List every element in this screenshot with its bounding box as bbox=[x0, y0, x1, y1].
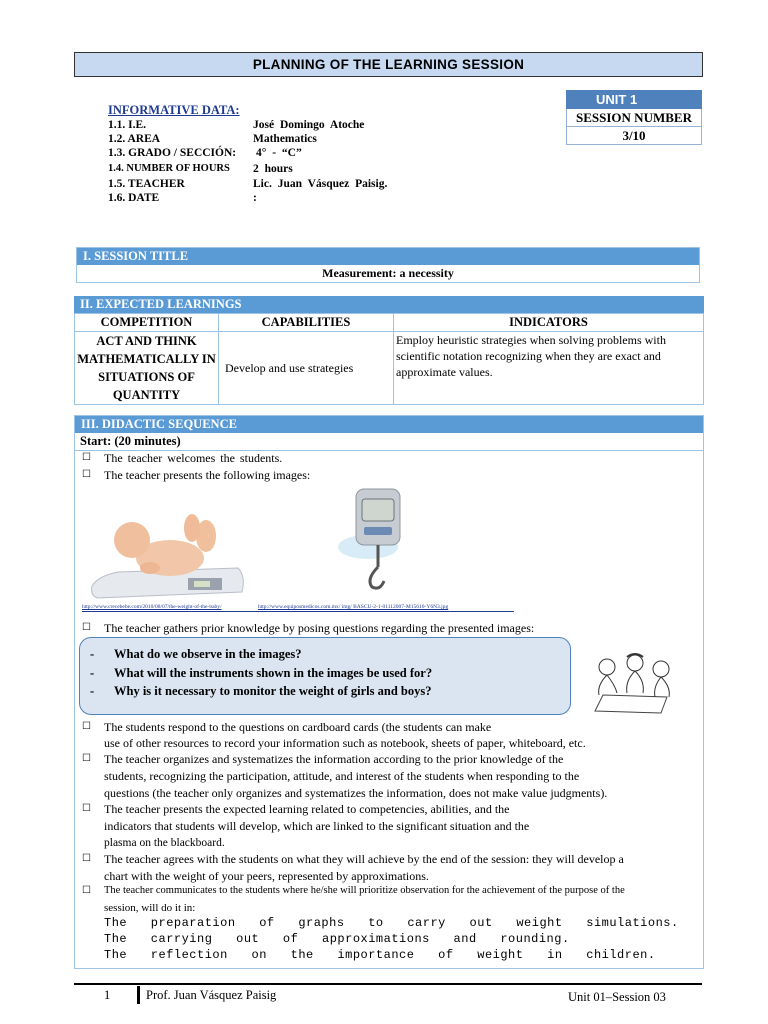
sequence-item-cont: use of other resources to record your information such as notebook, sheets of paper, whiteboard, etc. bbox=[104, 736, 586, 750]
indicator-cell: Employ heuristic strategies when solving problems with scientific notation recognizing when they are exact and approximate values. bbox=[394, 332, 704, 405]
bullet-box-icon: ☐ bbox=[82, 622, 91, 633]
page-title: PLANNING OF THE LEARNING SESSION bbox=[74, 52, 703, 77]
session-title-section bbox=[76, 247, 700, 283]
bullet-box-icon: ☐ bbox=[82, 885, 91, 896]
unit-label: UNIT 1 bbox=[566, 90, 702, 109]
info-label: 1.1. I.E. bbox=[108, 119, 147, 131]
sequence-item-cont: chart with the weight of your peers, represented by approximations. bbox=[104, 869, 429, 883]
sequence-item: The teacher organizes and systematizes the information according to the prior knowledge of the bbox=[104, 752, 564, 766]
session-number: 3/10 bbox=[566, 127, 702, 145]
column-header: COMPETITION bbox=[75, 314, 219, 332]
footer-author: Prof. Juan Vásquez Paisig bbox=[146, 988, 277, 1002]
sequence-item-cont: indicators that students will develop, which are linked to the significant situation and the bbox=[104, 819, 530, 833]
info-value: José Domingo Atoche bbox=[253, 119, 365, 131]
sequence-item: The teacher welcomes the students. bbox=[104, 451, 283, 465]
info-value: Mathematics bbox=[253, 133, 317, 145]
info-value: : bbox=[253, 192, 257, 204]
question-item: - Why is it necessary to monitor the weight of girls and boys? bbox=[90, 684, 432, 698]
column-header: INDICATORS bbox=[394, 314, 704, 332]
expected-learnings-section bbox=[74, 296, 704, 405]
image-link-baby[interactable]: http://www.crecebebe.com/2010/08/07/the-weight-of-the-baby/ bbox=[82, 604, 222, 610]
footer-divider bbox=[137, 986, 140, 1004]
session-title-heading: I. SESSION TITLE bbox=[77, 248, 699, 265]
sequence-item-cont: questions (the teacher only organizes and systematizes the information, does not make value judgments). bbox=[104, 786, 608, 800]
question-item: - What will the instruments shown in the images be used for? bbox=[90, 665, 433, 680]
info-value: 4° - “C” bbox=[256, 147, 302, 159]
bullet-box-icon: ☐ bbox=[82, 452, 91, 463]
column-header: CAPABILITIES bbox=[219, 314, 394, 332]
footer-page-number: 1 bbox=[104, 988, 111, 1002]
achievement-line: The carrying out of approximations and rounding. bbox=[104, 932, 570, 946]
sequence-item-cont: plasma on the blackboard. bbox=[104, 837, 225, 849]
hanging-scale-image bbox=[334, 487, 418, 599]
start-label: Start: (20 minutes) bbox=[75, 433, 703, 451]
bullet-box-icon: ☐ bbox=[82, 803, 91, 814]
achievement-line: The reflection on the importance of weight in children. bbox=[104, 948, 656, 962]
info-value: 2 hours bbox=[253, 163, 293, 175]
sequence-item: The students respond to the questions on cardboard cards (the students can make bbox=[104, 720, 492, 734]
footer-rule bbox=[74, 983, 702, 985]
sequence-item: The teacher presents the following images: bbox=[104, 468, 311, 482]
bullet-box-icon: ☐ bbox=[82, 721, 91, 732]
bullet-box-icon: ☐ bbox=[82, 753, 91, 764]
bullet-box-icon: ☐ bbox=[82, 469, 91, 480]
sequence-item: The teacher gathers prior knowledge by posing questions regarding the presented images: bbox=[104, 621, 535, 635]
info-label: 1.6. DATE bbox=[108, 192, 160, 204]
sequence-item: The teacher presents the expected learning related to competencies, abilities, and the bbox=[104, 802, 510, 816]
achievement-line: The preparation of graphs to carry out weight simulations. bbox=[104, 916, 679, 930]
capability-cell: Develop and use strategies bbox=[219, 332, 394, 405]
sequence-item: The teacher communicates to the students where he/she will prioritize observation for the achievement of the purpose of the bbox=[104, 885, 625, 896]
image-link-scale[interactable]: http://www.equiposmedicos.com.mx/ img/ BASCU-2-1-01112007-M15610-Y6N3.jpg bbox=[258, 604, 449, 610]
bullet-box-icon: ☐ bbox=[82, 853, 91, 864]
link-underline bbox=[82, 611, 514, 612]
footer-session: Unit 01–Session 03 bbox=[568, 990, 666, 1004]
children-drawing-image bbox=[585, 651, 679, 717]
sequence-item: The teacher agrees with the students on what they will achieve by the end of the session: they will develop a bbox=[104, 852, 624, 866]
informative-heading: INFORMATIVE DATA: bbox=[108, 103, 240, 117]
info-label: 1.4. NUMBER OF HOURS bbox=[108, 163, 230, 174]
questions-list bbox=[90, 645, 432, 701]
question-item: - What do we observe in the images? bbox=[90, 647, 302, 661]
sequence-item-cont: students, recognizing the participation, attitude, and interest of the students when responding to the bbox=[104, 769, 580, 783]
expected-learnings-heading: II. EXPECTED LEARNINGS bbox=[74, 296, 704, 313]
sequence-item-cont: session, will do it in: bbox=[104, 902, 196, 914]
unit-box bbox=[566, 90, 702, 145]
info-value: Lic. Juan Vásquez Paisig. bbox=[253, 178, 388, 190]
expected-learnings-table bbox=[74, 313, 704, 405]
baby-on-scale-image bbox=[88, 506, 248, 602]
session-title-text: Measurement: a necessity bbox=[322, 266, 454, 280]
session-number-label: SESSION NUMBER bbox=[566, 109, 702, 127]
didactic-sequence-heading: III. DIDACTIC SEQUENCE bbox=[75, 416, 703, 433]
info-label: 1.2. AREA bbox=[108, 133, 161, 145]
info-label: 1.5. TEACHER bbox=[108, 178, 185, 190]
competition-cell: ACT AND THINK MATHEMATICALLY IN SITUATIONS OF QUANTITY bbox=[75, 332, 219, 405]
info-label: 1.3. GRADO / SECCIÓN: bbox=[108, 147, 237, 159]
